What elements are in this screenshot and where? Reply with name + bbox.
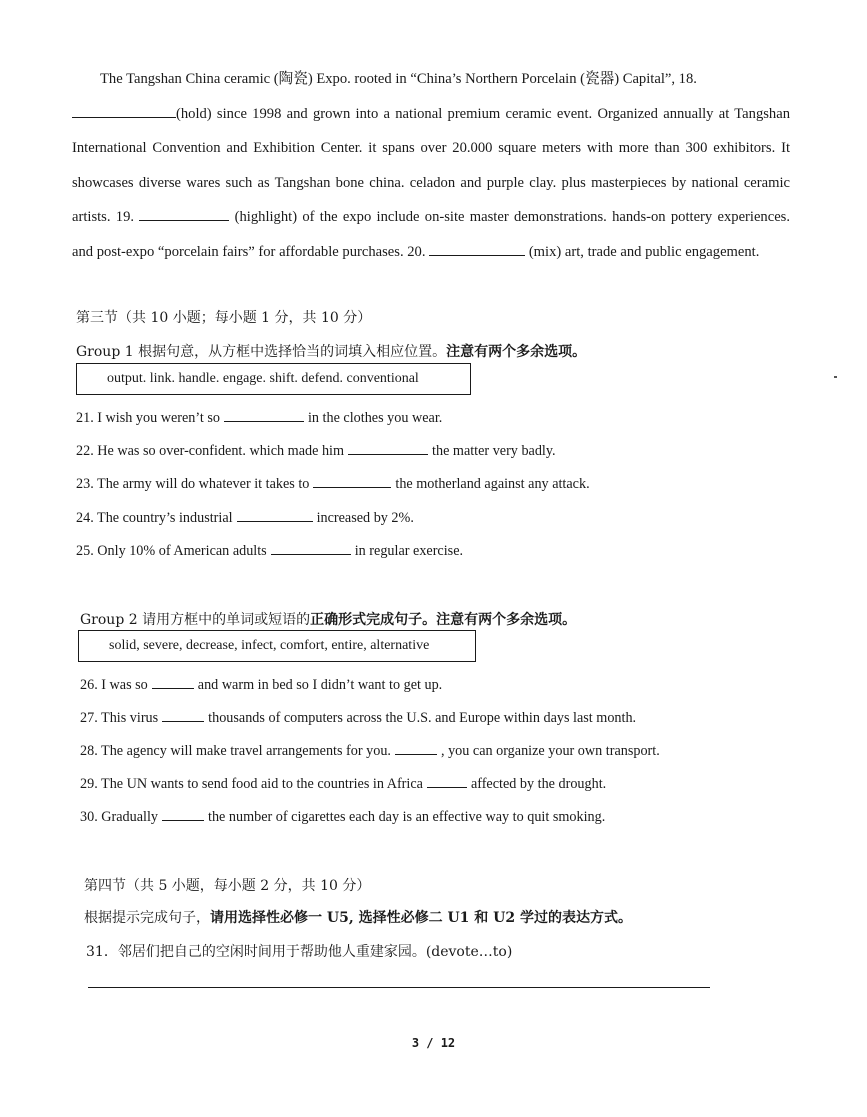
section4-heading: 第四节（共 5 小题，每小题 2 分，共 10 分） <box>84 878 371 894</box>
q29-after: affected by the drought. <box>470 776 607 792</box>
group2-word-box <box>78 630 476 662</box>
group2-instruction-bold: 正确形式完成句子。注意有两个多余选项。 <box>310 612 577 628</box>
q21-before: 21. I wish you weren’t so <box>76 410 220 426</box>
blank-26[interactable] <box>152 676 194 689</box>
blank-28[interactable] <box>395 742 437 755</box>
group1-instruction-bold: 注意有两个多余选项。 <box>446 344 587 360</box>
section4-instruction <box>84 907 632 927</box>
group1-word-box <box>76 363 471 395</box>
q26-before: 26. I was so <box>80 677 148 693</box>
question-30 <box>80 808 605 826</box>
group1-instruction <box>76 341 586 361</box>
section4-instruction-plain: 根据提示完成句子， <box>84 910 210 926</box>
blank-23[interactable] <box>313 475 391 488</box>
group2-instruction <box>80 609 576 629</box>
blank-19[interactable] <box>139 219 229 221</box>
q29-before: 29. The UN wants to send food aid to the countries in Africa <box>80 776 423 792</box>
blank-24[interactable] <box>237 509 313 522</box>
blank-25[interactable] <box>271 542 351 555</box>
blank-27[interactable] <box>162 709 204 722</box>
question-31: 31．邻居们把自己的空闲时间用于帮助他人重建家园。(devote…to) <box>86 944 513 960</box>
q30-before: 30. Gradually <box>80 809 159 825</box>
question-26 <box>80 676 442 694</box>
question-22 <box>76 442 556 460</box>
q25-before: 25. Only 10% of American adults <box>76 543 267 559</box>
question-25 <box>76 542 463 560</box>
section4-instruction-bold: 请用选择性必修一 U5, 选择性必修二 U1 和 U2 学过的表达方式。 <box>210 910 632 926</box>
q24-after: increased by 2%. <box>316 510 414 526</box>
question-21 <box>76 409 442 427</box>
group2-instruction-plain: Group 2 请用方框中的单词或短语的 <box>80 612 311 628</box>
q27-after: thousands of computers across the U.S. and Europe within days last month. <box>208 710 637 726</box>
blank-22[interactable] <box>348 442 428 455</box>
q28-before: 28. The agency will make travel arrangements for you. <box>80 743 391 759</box>
page-number: 3 / 12 <box>411 1036 456 1050</box>
section3-heading: 第三节（共 10 小题；每小题 1 分，共 10 分） <box>76 310 372 326</box>
question-23 <box>76 475 590 493</box>
q25-after: in regular exercise. <box>354 543 464 559</box>
q28-after: , you can organize your own transport. <box>440 743 660 759</box>
question-24 <box>76 509 414 527</box>
q27-before: 27. This virus <box>80 710 159 726</box>
reading-passage <box>72 62 790 270</box>
question-29 <box>80 775 606 793</box>
q24-before: 24. The country’s industrial <box>76 510 233 526</box>
q23-after: the motherland against any attack. <box>395 476 590 492</box>
question-27 <box>80 709 636 727</box>
passage-line1: The Tangshan China ceramic (陶瓷) Expo. rooted in “China’s Northern Porcelain (瓷器) Capital”, 18. <box>100 71 697 87</box>
blank-18[interactable] <box>72 116 176 118</box>
blank-30[interactable] <box>162 808 204 821</box>
group1-instruction-plain: Group 1 根据句意，从方框中选择恰当的词填入相应位置。 <box>76 344 447 360</box>
q22-before: 22. He was so over-confident. which made him <box>76 443 345 459</box>
q21-after: in the clothes you wear. <box>307 410 443 426</box>
passage-part4: (mix) art, trade and public engagement. <box>528 243 760 260</box>
passage-part3: (highlight) of the expo include on-site master demonstrations. hands-on pottery experiences. and post-expo “porcelain fairs” for affordable purchases. 20. <box>72 209 791 260</box>
q30-after: the number of cigarettes each day is an effective way to quit smoking. <box>208 809 606 825</box>
blank-29[interactable] <box>427 775 467 788</box>
q23-before: 23. The army will do whatever it takes to <box>76 476 310 492</box>
answer-line-31[interactable] <box>88 987 710 988</box>
passage-part2: (hold) since 1998 and grown into a national premium ceramic event. Organized annually at Tangshan International Convention and Exhibition Center. it spans over 20.000 square meters with more than 300 exhibitors. It showcases diverse wares such as Tangshan bone china. celadon and purple clay. plus masterpieces by national ceramic artists. 19. <box>72 105 790 226</box>
question-28 <box>80 742 660 760</box>
q22-after: the matter very badly. <box>432 443 556 459</box>
blank-20[interactable] <box>429 254 525 256</box>
group1-word-list: output. link. handle. engage. shift. defend. conventional <box>107 371 419 386</box>
group2-word-list: solid, severe, decrease, infect, comfort, entire, alternative <box>109 638 430 653</box>
blank-21[interactable] <box>224 409 304 422</box>
scan-speck <box>834 376 837 378</box>
q26-after: and warm in bed so I didn’t want to get up. <box>197 677 443 693</box>
